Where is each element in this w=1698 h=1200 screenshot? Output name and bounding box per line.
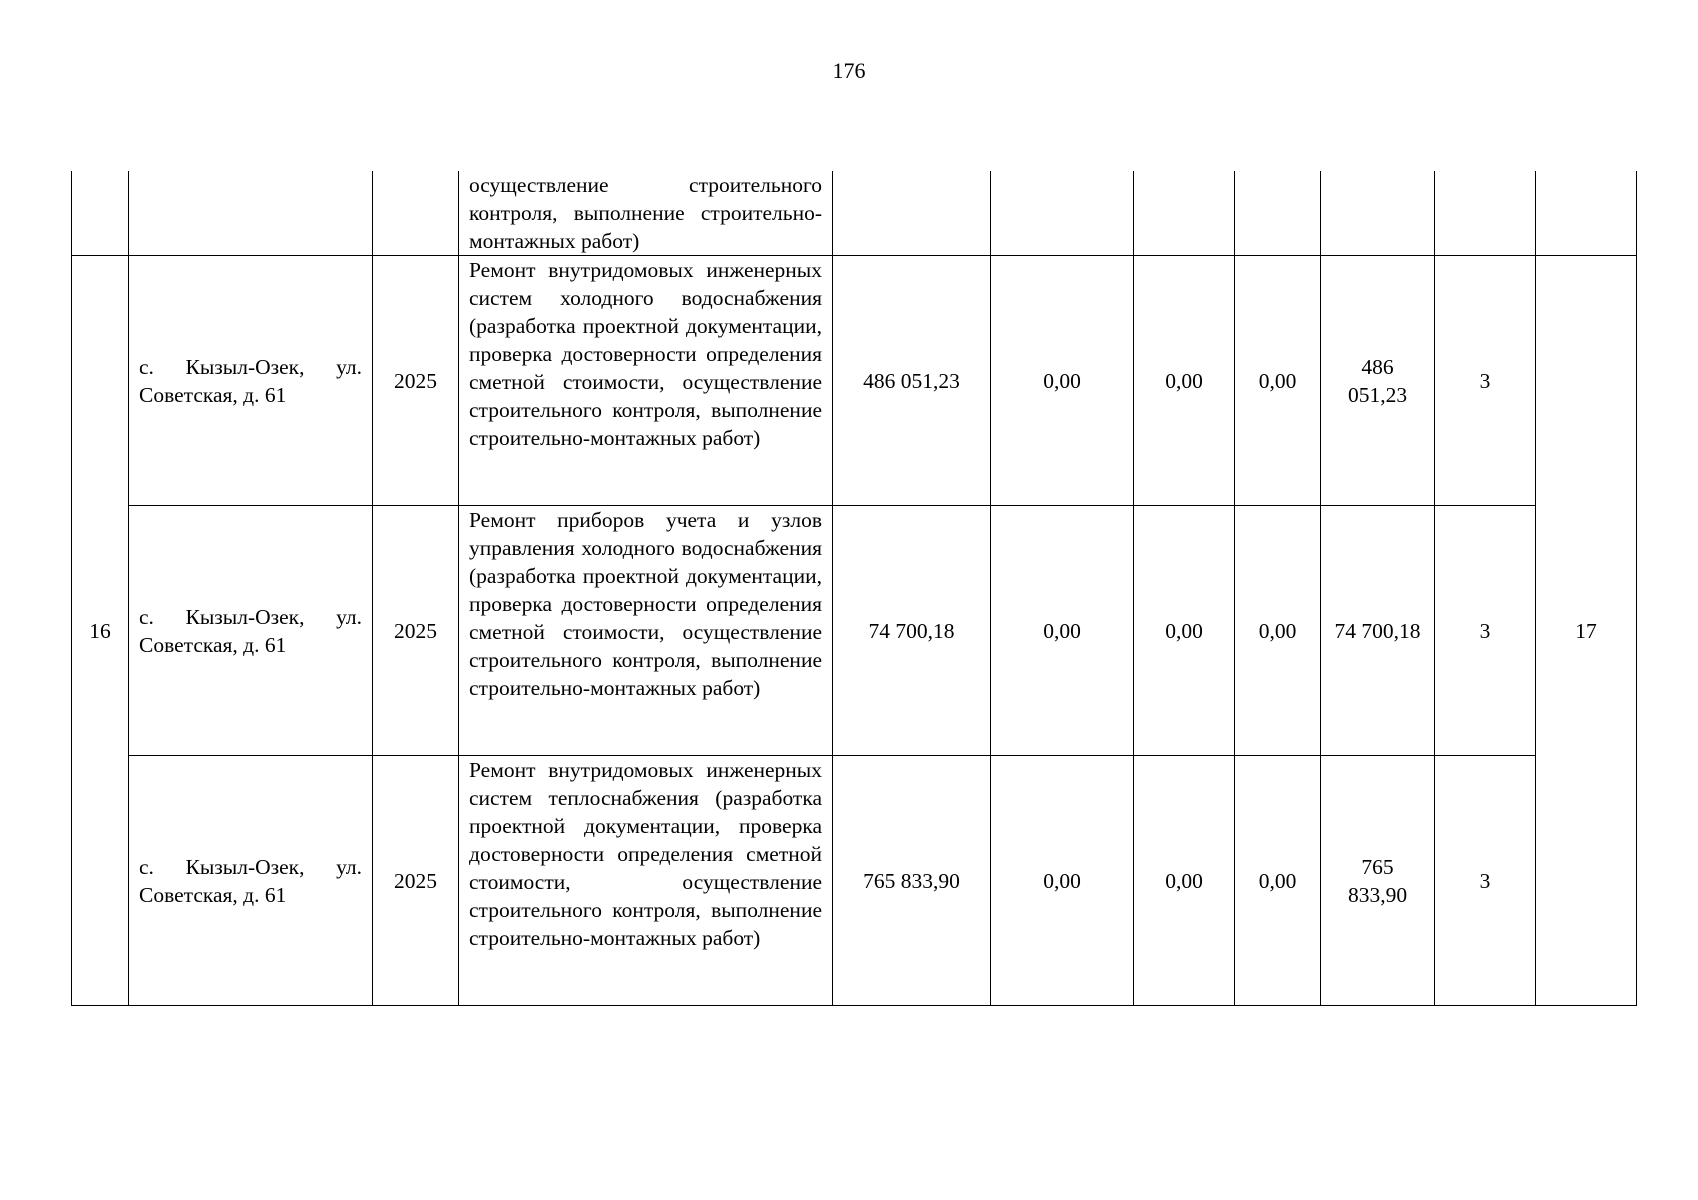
value-cell-d: 765 833,90 xyxy=(1321,756,1435,1006)
work-description-cell xyxy=(459,256,833,506)
group-final-cell: 17 xyxy=(1536,256,1637,1006)
value-cell-e: 3 xyxy=(1435,506,1536,756)
value-cell-e: 3 xyxy=(1435,756,1536,1006)
work-description-text: Ремонт приборов учета и узлов управления холодного водоснабжения (разработка проектной документации, проверка достоверности определения сметной стоимости, осуществление строительного контроля, выполнение строительно-монтажных работ) xyxy=(469,508,822,700)
value-cell-b: 0,00 xyxy=(1134,756,1235,1006)
table-row xyxy=(72,256,1637,506)
cell-empty xyxy=(72,171,129,256)
cell-empty xyxy=(1235,171,1321,256)
cell-empty xyxy=(1134,171,1235,256)
cell-empty xyxy=(833,171,991,256)
group-number-cell: 16 xyxy=(72,256,129,1006)
address-cell: с. Кызыл-Озек, ул. Советская, д. 61 xyxy=(129,256,373,506)
continuation-row xyxy=(72,171,1637,256)
cell-empty xyxy=(129,171,373,256)
value-cell-d: 74 700,18 xyxy=(1321,506,1435,756)
cell-empty xyxy=(1435,171,1536,256)
address-cell: с. Кызыл-Озек, ул. Советская, д. 61 xyxy=(129,756,373,1006)
work-description-text: осуществление строительного контроля, выполнение строительно-монтажных работ) xyxy=(469,173,822,253)
page-number: 176 xyxy=(832,58,866,83)
total-cost-cell: 74 700,18 xyxy=(833,506,991,756)
value-cell-a: 0,00 xyxy=(991,256,1134,506)
table-row xyxy=(72,506,1637,756)
cell-empty xyxy=(991,171,1134,256)
value-cell-a: 0,00 xyxy=(991,756,1134,1006)
table-row xyxy=(72,756,1637,1006)
work-description-cell xyxy=(459,506,833,756)
work-description-cell xyxy=(459,756,833,1006)
work-description-text: Ремонт внутридомовых инженерных систем холодного водоснабжения (разработка проектной документации, проверка достоверности определения сметной стоимости, осуществление строительного контроля, выполнение строительно-монтажных работ) xyxy=(469,258,822,450)
value-cell-d: 486 051,23 xyxy=(1321,256,1435,506)
value-cell-e: 3 xyxy=(1435,256,1536,506)
cell-empty xyxy=(373,171,459,256)
year-cell: 2025 xyxy=(373,506,459,756)
works-table xyxy=(71,171,1637,1006)
value-cell-c: 0,00 xyxy=(1235,506,1321,756)
value-cell-b: 0,00 xyxy=(1134,256,1235,506)
work-description-cell xyxy=(459,171,833,256)
value-cell-c: 0,00 xyxy=(1235,256,1321,506)
year-cell: 2025 xyxy=(373,256,459,506)
total-cost-cell: 486 051,23 xyxy=(833,256,991,506)
cell-empty xyxy=(1321,171,1435,256)
cell-empty xyxy=(1536,171,1637,256)
value-cell-b: 0,00 xyxy=(1134,506,1235,756)
year-cell: 2025 xyxy=(373,756,459,1006)
work-description-text: Ремонт внутридомовых инженерных систем теплоснабжения (разработка проектной документации, проверка достоверности определения сметной стоимости, осуществление строительного контроля, выполнение строительно-монтажных работ) xyxy=(469,758,822,950)
address-cell: с. Кызыл-Озек, ул. Советская, д. 61 xyxy=(129,506,373,756)
total-cost-cell: 765 833,90 xyxy=(833,756,991,1006)
value-cell-a: 0,00 xyxy=(991,506,1134,756)
value-cell-c: 0,00 xyxy=(1235,756,1321,1006)
